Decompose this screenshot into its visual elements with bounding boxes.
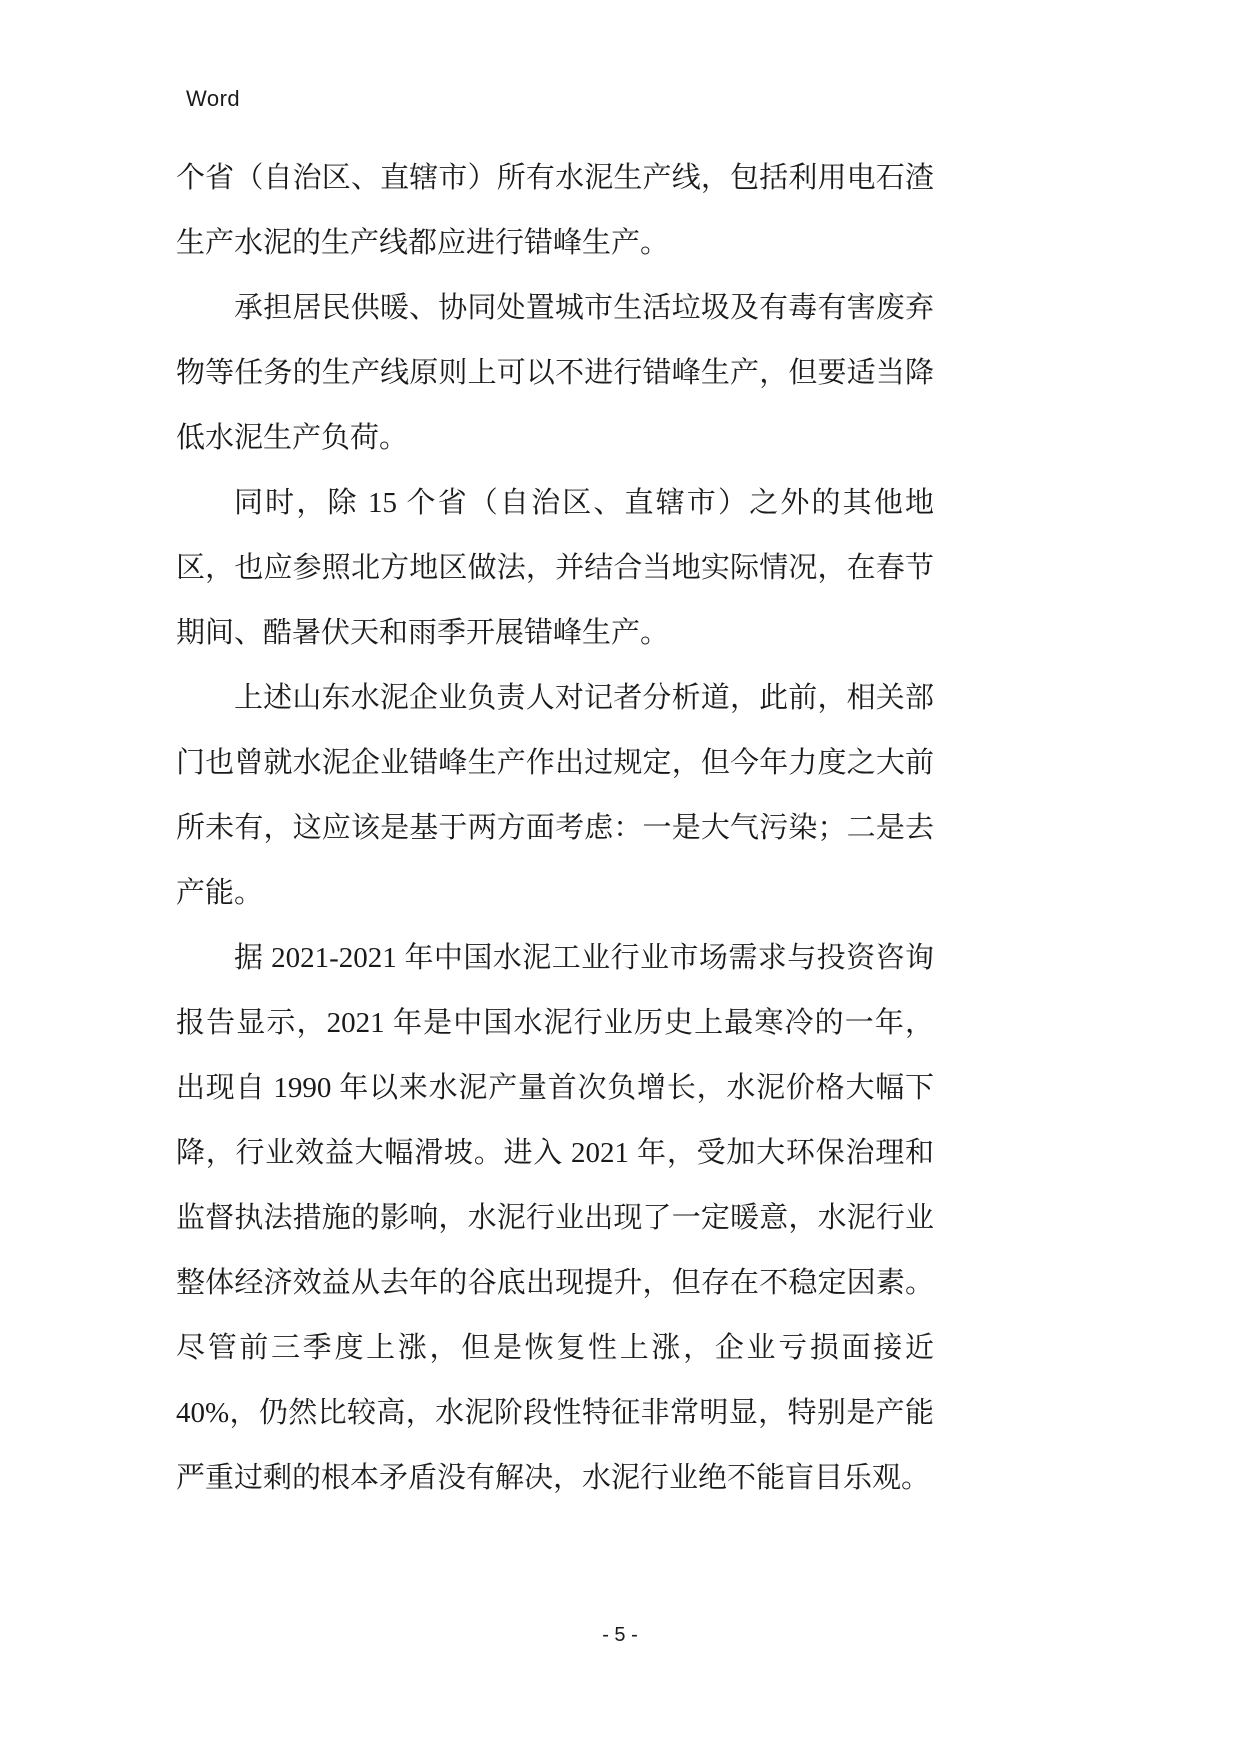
page-number: - 5 - (602, 1624, 638, 1646)
paragraph: 同时，除 15 个省（自治区、直辖市）之外的其他地区，也应参照北方地区做法，并结合当地实际情况，在春节期间、酷暑伏天和雨季开展错峰生产。 (176, 487, 934, 649)
document-body (176, 146, 934, 1511)
paragraph: 个省（自治区、直辖市）所有水泥生产线，包括利用电石渣生产水泥的生产线都应进行错峰生产。 (176, 162, 934, 259)
paragraph: 承担居民供暖、协同处置城市生活垃圾及有毒有害废弃物等任务的生产线原则上可以不进行错峰生产，但要适当降低水泥生产负荷。 (176, 292, 934, 454)
paragraph: 上述山东水泥企业负责人对记者分析道，此前，相关部门也曾就水泥企业错峰生产作出过规定，但今年力度之大前所未有，这应该是基于两方面考虑：一是大气污染；二是去产能。 (176, 682, 934, 909)
app-title-label: Word (186, 86, 241, 111)
paragraph: 据 2021-2021 年中国水泥工业行业市场需求与投资咨询报告显示，2021 年是中国水泥行业历史上最寒冷的一年，出现自 1990 年以来水泥产量首次负增长，水泥价格大幅下降，行业效益大幅滑坡。进入 2021 年，受加大环保治理和监督执法措施的影响，水泥行业出现了一定暖意，水泥行业整体经济效益从去年的谷底出现提升，但存在不稳定因素。尽管前三季度上涨，但是恢复性上涨，企业亏损面接近 40%，仍然比较高，水泥阶段性特征非常明显，特别是产能严重过剩的根本矛盾没有解决，水泥行业绝不能盲目乐观。 (176, 942, 934, 1494)
